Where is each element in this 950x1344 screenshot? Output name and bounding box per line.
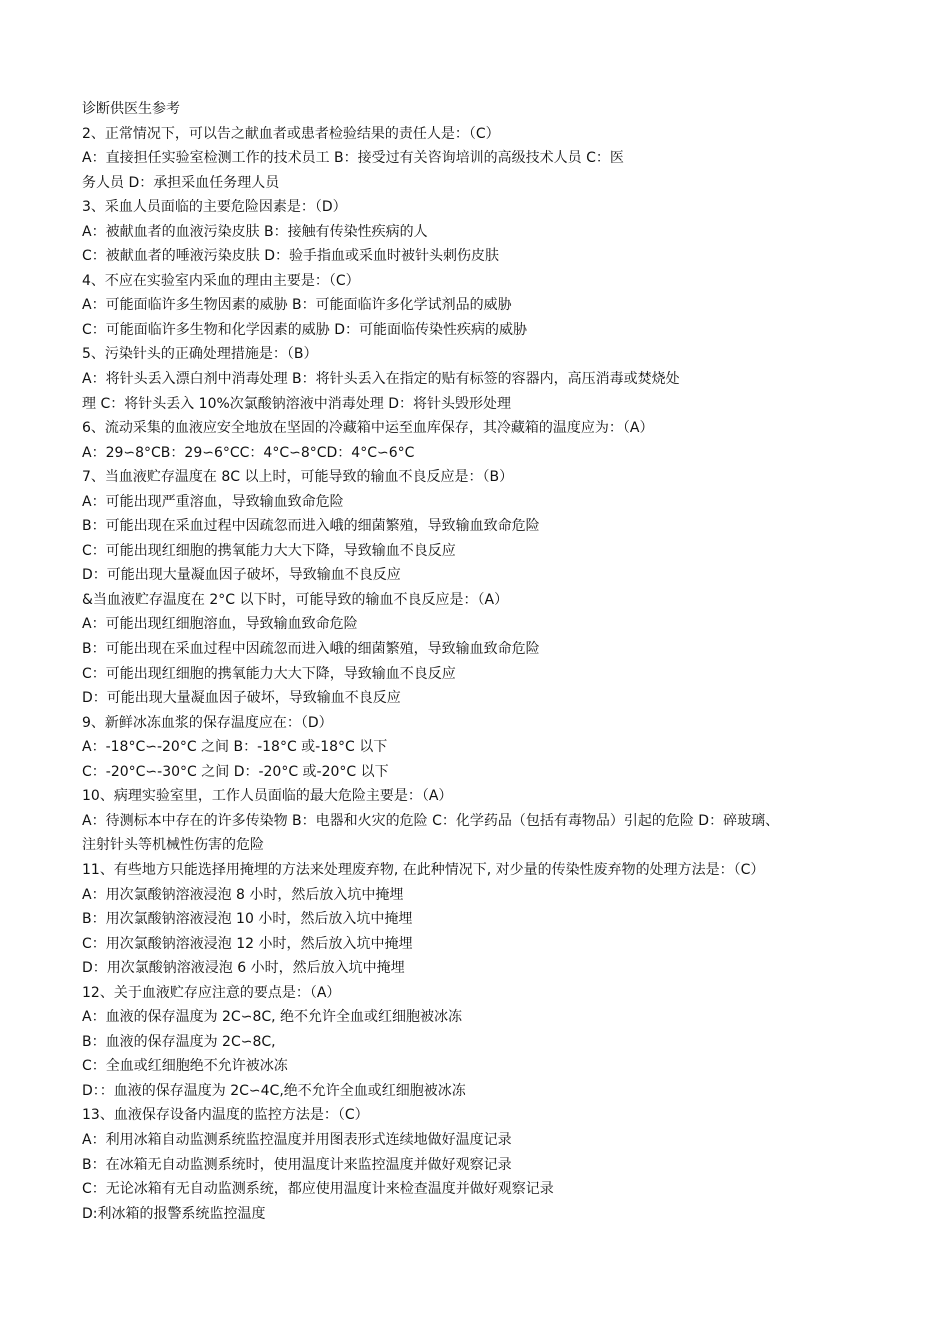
- question-11-option-c: C：用次氯酸钠溶液浸泡 12 小时，然后放入坑中掩埋: [82, 935, 413, 952]
- question-8: &当血液贮存温度在 2°C 以下时，可能导致的输血不良反应是：（A）: [82, 591, 509, 608]
- question-9: 9、新鲜冰冻血浆的保存温度应在：（D）: [82, 714, 333, 731]
- question-7: 7、当血液贮存温度在 8C 以上时，可能导致的输血不良反应是：（B）: [82, 469, 514, 486]
- question-13-option-c: C：无论冰箱有无自动监测系统，都应使用温度计来检查温度并做好观察记录: [82, 1181, 554, 1198]
- question-11-option-a: A：用次氯酸钠溶液浸泡 8 小时，然后放入坑中掩埋: [82, 886, 404, 903]
- question-7-option-d: D：可能出现大量凝血因子破坏，导致输血不良反应: [82, 567, 401, 584]
- question-12-option-c: C：全血或红细胞绝不允许被冰冻: [82, 1058, 288, 1075]
- question-12-option-b: B：血液的保存温度为 2C∽8C,: [82, 1033, 276, 1050]
- question-2: 2、正常情况下，可以告之献血者或患者检验结果的责任人是：（C）: [82, 125, 500, 142]
- question-13-option-b: B：在冰箱无自动监测系统时，使用温度计来监控温度并做好观察记录: [82, 1156, 512, 1173]
- question-3: 3、采血人员面临的主要危险因素是：（D）: [82, 199, 347, 216]
- question-4: 4、不应在实验室内采血的理由主要是：（C）: [82, 272, 360, 289]
- question-11: 11、有些地方只能选择用掩埋的方法来处理废弃物, 在此种情况下, 对少量的传染性废弃物的处理方法是：（C）: [82, 861, 765, 878]
- document-body: [82, 97, 882, 1226]
- question-7-option-a: A：可能出现严重溶血，导致输血致命危险: [82, 493, 344, 510]
- question-10: 10、病理实验室里，工作人员面临的最大危险主要是：（A）: [82, 788, 453, 805]
- question-3-options-cd: C：被献血者的唾液污染皮肤 D：验手指血或采血时被针头刺伤皮肤: [82, 248, 500, 265]
- question-5-options-cont: 理 C：将针头丢入 10%次氯酸钠溶液中消毒处理 D：将针头毁形处理: [82, 395, 512, 412]
- question-7-option-b: B：可能出现在采血过程中因疏忽而进入峨的细菌繁殖，导致输血致命危险: [82, 518, 540, 535]
- question-6: 6、流动采集的血液应安全地放在坚固的冷藏箱中运至血库保存，其冷藏箱的温度应为：（A）: [82, 420, 654, 437]
- question-7-option-c: C：可能出现红细胞的携氧能力大大下降，导致输血不良反应: [82, 542, 456, 559]
- question-8-option-a: A：可能出现红细胞溶血，导致输血致命危险: [82, 616, 358, 633]
- question-13-option-a: A：利用冰箱自动监测系统监控温度并用图表形式连续地做好温度记录: [82, 1131, 512, 1148]
- question-4-options-ab: A：可能面临许多生物因素的威胁 B：可能面临许多化学试剂品的威胁: [82, 297, 512, 314]
- question-9-options-ab: A：-18°C∽-20°C 之间 B：-18°C 或-18°C 以下: [82, 739, 388, 756]
- question-9-options-cd: C：-20°C∽-30°C 之间 D：-20°C 或-20°C 以下: [82, 763, 389, 780]
- question-2-options-cont: 务人员 D：承担采血任务理人员: [82, 174, 280, 191]
- doc-title: 诊断供医生参考: [82, 101, 180, 117]
- question-11-option-d: D：用次氯酸钠溶液浸泡 6 小时，然后放入坑中掩埋: [82, 960, 405, 977]
- question-3-options-ab: A：被献血者的血液污染皮肤 B：接触有传染性疾病的人: [82, 223, 428, 240]
- question-8-option-c: C：可能出现红细胞的携氧能力大大下降，导致输血不良反应: [82, 665, 456, 682]
- question-10-options: A：待测标本中存在的许多传染物 B：电器和火灾的危险 C：化学药品（包括有毒物品）引起的危险 D：碎玻璃、: [82, 812, 780, 829]
- question-4-options-cd: C：可能面临许多生物和化学因素的威胁 D：可能面临传染性疾病的威胁: [82, 321, 528, 338]
- question-13: 13、血液保存设备内温度的监控方法是：（C）: [82, 1107, 369, 1124]
- question-12: 12、关于血液贮存应注意的要点是：（A）: [82, 984, 341, 1001]
- question-8-option-b: B：可能出现在采血过程中因疏忽而进入峨的细菌繁殖，导致输血致命危险: [82, 641, 540, 658]
- question-5-options: A：将针头丢入漂白剂中消毒处理 B：将针头丢入在指定的贴有标签的容器内，高压消毒或焚烧处: [82, 371, 680, 388]
- question-12-option-d: D：：血液的保存温度为 2C∽4C,绝不允许全血或红细胞被冰冻: [82, 1082, 466, 1099]
- question-2-options: A：直接担任实验室检测工作的技术员工 B：接受过有关咨询培训的高级技术人员 C：医: [82, 150, 624, 167]
- question-5: 5、污染针头的正确处理措施是：（B）: [82, 346, 318, 363]
- question-8-option-d: D：可能出现大量凝血因子破坏，导致输血不良反应: [82, 690, 401, 707]
- question-12-option-a: A：血液的保存温度为 2C∽8C, 绝不允许全血或红细胞被冰冻: [82, 1009, 463, 1026]
- question-11-option-b: B：用次氯酸钠溶液浸泡 10 小时，然后放入坑中掩埋: [82, 911, 413, 928]
- question-10-options-cont: 注射针头等机械性伤害的危险: [82, 837, 264, 854]
- question-13-option-d: D:利冰箱的报警系统监控温度: [82, 1205, 266, 1222]
- question-6-options: A：29∽8°CB：29∽6°CC：4°C∽8°CD：4°C∽6°C: [82, 444, 415, 461]
